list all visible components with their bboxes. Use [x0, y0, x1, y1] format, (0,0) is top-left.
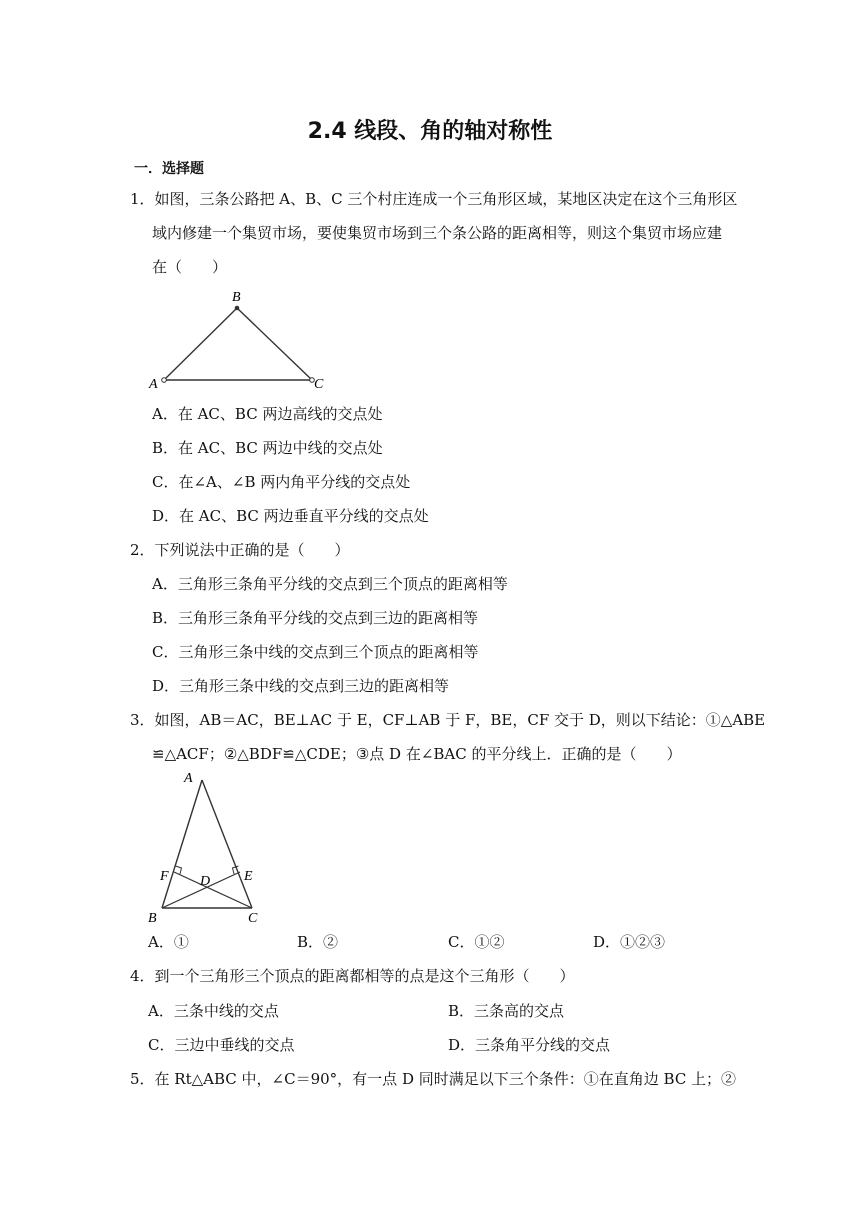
q3-line-2: ≌△ACF；②△BDF≌△CDE；③点 D 在∠BAC 的平分线上．正确的是（ ）	[152, 745, 682, 763]
q1-label-B: B	[232, 290, 241, 305]
q3-line-1: 3．如图，AB＝AC，BE⊥AC 于 E，CF⊥AB 于 F，BE，CF 交于 D，则以下结论：①△ABE	[130, 711, 766, 729]
q2-option-a: A．三角形三条角平分线的交点到三个顶点的距离相等	[152, 575, 508, 593]
section-heading: 一．选择题	[134, 161, 204, 177]
q4-option-b: B．三条高的交点	[448, 1002, 565, 1020]
page-title: 2.4 线段、角的轴对称性	[307, 119, 553, 144]
q2-option-d: D．三角形三条中线的交点到三边的距离相等	[152, 677, 450, 695]
q3-label-D: D	[200, 874, 211, 889]
q1-option-d: D．在 AC、BC 两边垂直平分线的交点处	[152, 507, 429, 525]
q2-stem: 2．下列说法中正确的是（ ）	[130, 541, 350, 559]
q3-label-B: B	[148, 911, 157, 926]
q3-option-c: C．①②	[448, 933, 505, 951]
q1-option-a: A．在 AC、BC 两边高线的交点处	[152, 405, 383, 423]
q4-stem: 4．到一个三角形三个顶点的距离都相等的点是这个三角形（ ）	[130, 967, 575, 985]
q3-label-C: C	[248, 911, 258, 926]
q3-label-F: F	[160, 869, 169, 884]
q4-option-a: A．三条中线的交点	[148, 1002, 279, 1020]
q2-option-b: B．三角形三条角平分线的交点到三边的距离相等	[152, 609, 479, 627]
q1-option-c: C．在∠A、∠B 两内角平分线的交点处	[152, 473, 411, 491]
q3-option-a: A．①	[148, 933, 189, 951]
q1-line-1: 1．如图，三条公路把 A、B、C 三个村庄连成一个三角形区域，某地区决定在这个三角形区	[130, 190, 738, 208]
q3-option-d: D．①②③	[593, 933, 666, 951]
q4-option-c: C．三边中垂线的交点	[148, 1036, 295, 1054]
q1-label-C: C	[314, 377, 324, 392]
q3-label-E: E	[244, 869, 253, 884]
q1-line-3: 在（ ）	[152, 258, 228, 276]
q1-line-2: 域内修建一个集贸市场，要使集贸市场到三个条公路的距离相等，则这个集贸市场应建	[152, 224, 723, 242]
q1-option-b: B．在 AC、BC 两边中线的交点处	[152, 439, 383, 457]
q2-option-c: C．三角形三条中线的交点到三个顶点的距离相等	[152, 643, 479, 661]
q3-triangle-figure	[140, 768, 280, 928]
q1-label-A: A	[149, 377, 158, 392]
q3-option-b: B．②	[297, 933, 339, 951]
q5-stem: 5．在 Rt△ABC 中，∠C＝90°，有一点 D 同时满足以下三个条件：①在直角边 BC 上；②	[130, 1070, 737, 1088]
q3-label-A: A	[184, 771, 193, 786]
q1-triangle-figure	[140, 286, 340, 394]
q4-option-d: D．三条角平分线的交点	[448, 1036, 611, 1054]
